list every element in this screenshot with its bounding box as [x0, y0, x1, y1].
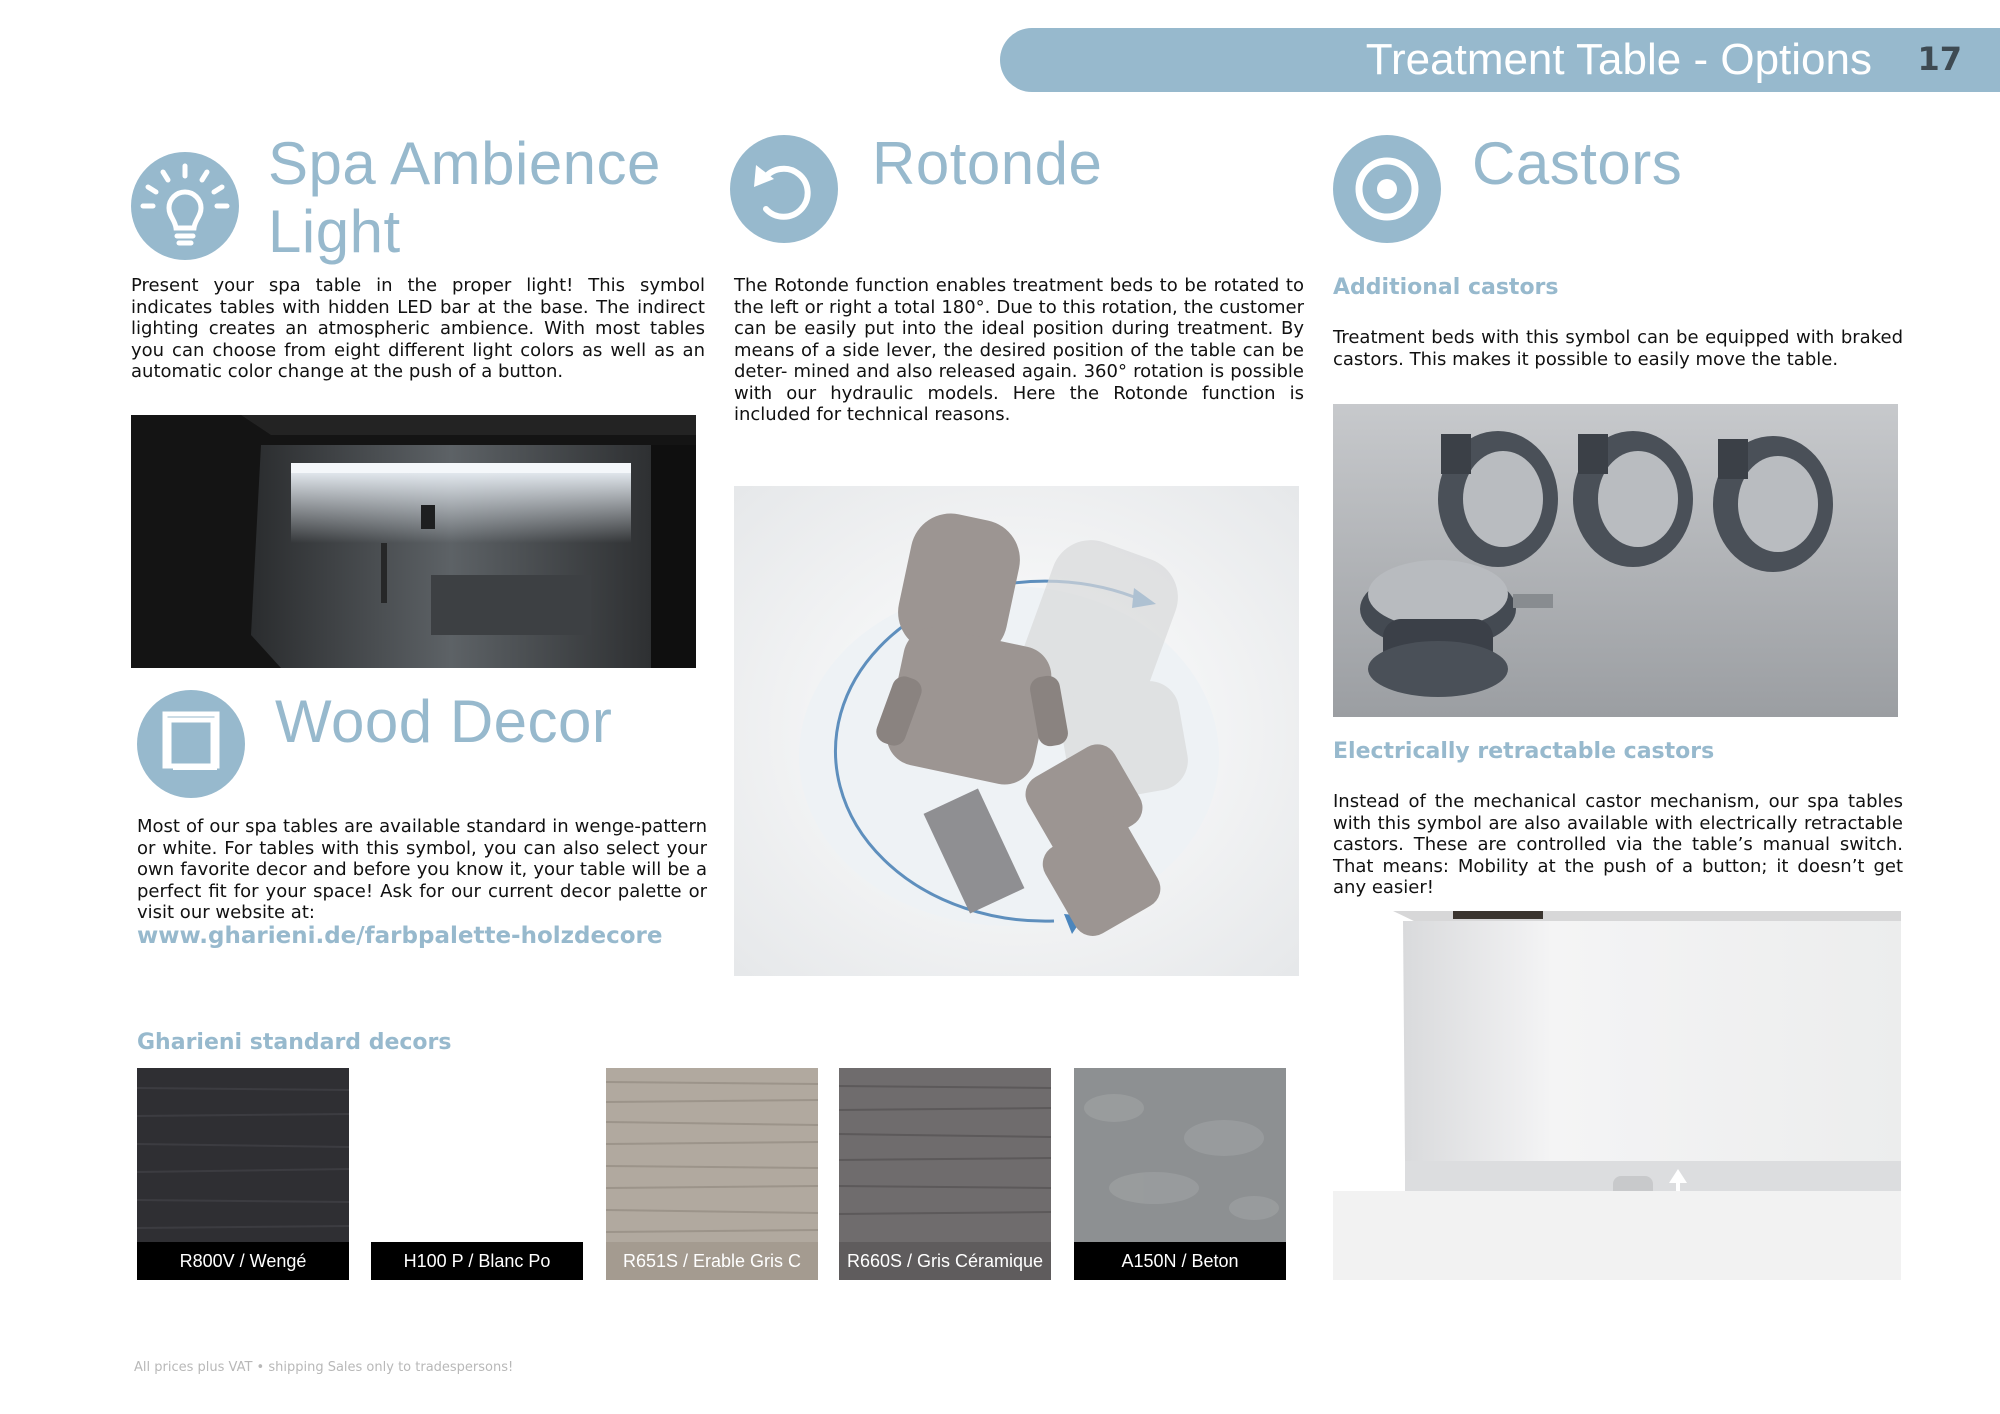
decor-label-erable: R651S / Erable Gris C: [606, 1242, 818, 1280]
decor-palette-link[interactable]: www.gharieni.de/farbpalette-holzdecore: [137, 923, 663, 949]
retractable-castor-photo: [1333, 911, 1901, 1280]
electric-castors-heading: Electrically retractable castors: [1333, 739, 1715, 764]
decor-label-beton: A150N / Beton: [1074, 1242, 1286, 1280]
castors-title: Castors: [1472, 130, 1683, 197]
page-number: 17: [1917, 40, 1962, 78]
decor-label-wenge: R800V / Wengé: [137, 1242, 349, 1280]
decor-label-blanc: H100 P / Blanc Po: [371, 1242, 583, 1280]
lightbulb-icon: [131, 152, 239, 260]
spa-light-title: [268, 130, 661, 266]
rotonde-title: Rotonde: [872, 130, 1103, 197]
header-bar: [1000, 28, 2000, 92]
decor-swatch-wenge: [137, 1068, 349, 1280]
rotate-icon: [730, 135, 838, 243]
page-title: [1366, 32, 1872, 88]
electric-castors-text: Instead of the mechanical castor mechanism, our spa tables with this symbol are also available with electrically retractable castors. These are controlled via the table’s manual switch. That means: Mobility at the push of a button; it doesn’t get any easier!: [1333, 791, 1903, 898]
decor-swatch-erable: [606, 1068, 818, 1280]
target-icon: [1333, 135, 1441, 243]
spa-light-title-line1: Spa Ambience: [268, 130, 661, 197]
page-title-strong: Options: [1720, 35, 1872, 84]
spa-light-text: Present your spa table in the proper light! This symbol indicates tables with hidden LED bar at the base. The indirect lighting creates an atmospheric ambience. With most tables you can choose from eight different light colors as well as an automatic color change at the push of a button.: [131, 275, 705, 382]
decor-label-gris-ceramique: R660S / Gris Céramique: [839, 1242, 1051, 1280]
layered-squares-icon: [137, 690, 245, 798]
page-title-light: Treatment Table -: [1365, 35, 1721, 84]
additional-castors-heading: Additional castors: [1333, 275, 1559, 300]
decor-swatch-blanc: [371, 1068, 583, 1280]
decor-swatch-gris-ceramique: [839, 1068, 1051, 1280]
rotonde-photo: [734, 486, 1299, 976]
footer-note: All prices plus VAT • shipping Sales only to tradespersons!: [134, 1360, 514, 1375]
wood-decor-title: Wood Decor: [275, 688, 613, 755]
castors-photo: [1333, 404, 1898, 717]
spa-light-title-line2: Light: [268, 198, 401, 265]
standard-decors-heading: Gharieni standard decors: [137, 1030, 452, 1055]
rotonde-text: The Rotonde function enables treatment beds to be rotated to the left or right a total 180°. Due to this rotation, the customer can be easily put into the ideal position during treatment. By means of a side lever, the desired position of the table can be deter- mined and also released again. 360° rotation is possible with our hydraulic models. Here the Rotonde function is included for technical reasons.: [734, 275, 1304, 425]
spa-light-photo: [131, 415, 696, 668]
additional-castors-text: Treatment beds with this symbol can be equipped with braked castors. This makes it possible to easily move the table.: [1333, 327, 1903, 370]
wood-decor-text: Most of our spa tables are available standard in wenge-pattern or white. For tables with this symbol, you can also select your own favorite decor and before you know it, your table will be a perfect fit for your space! Ask for our current decor palette or visit our website at:: [137, 816, 707, 923]
decor-swatch-beton: [1074, 1068, 1286, 1280]
